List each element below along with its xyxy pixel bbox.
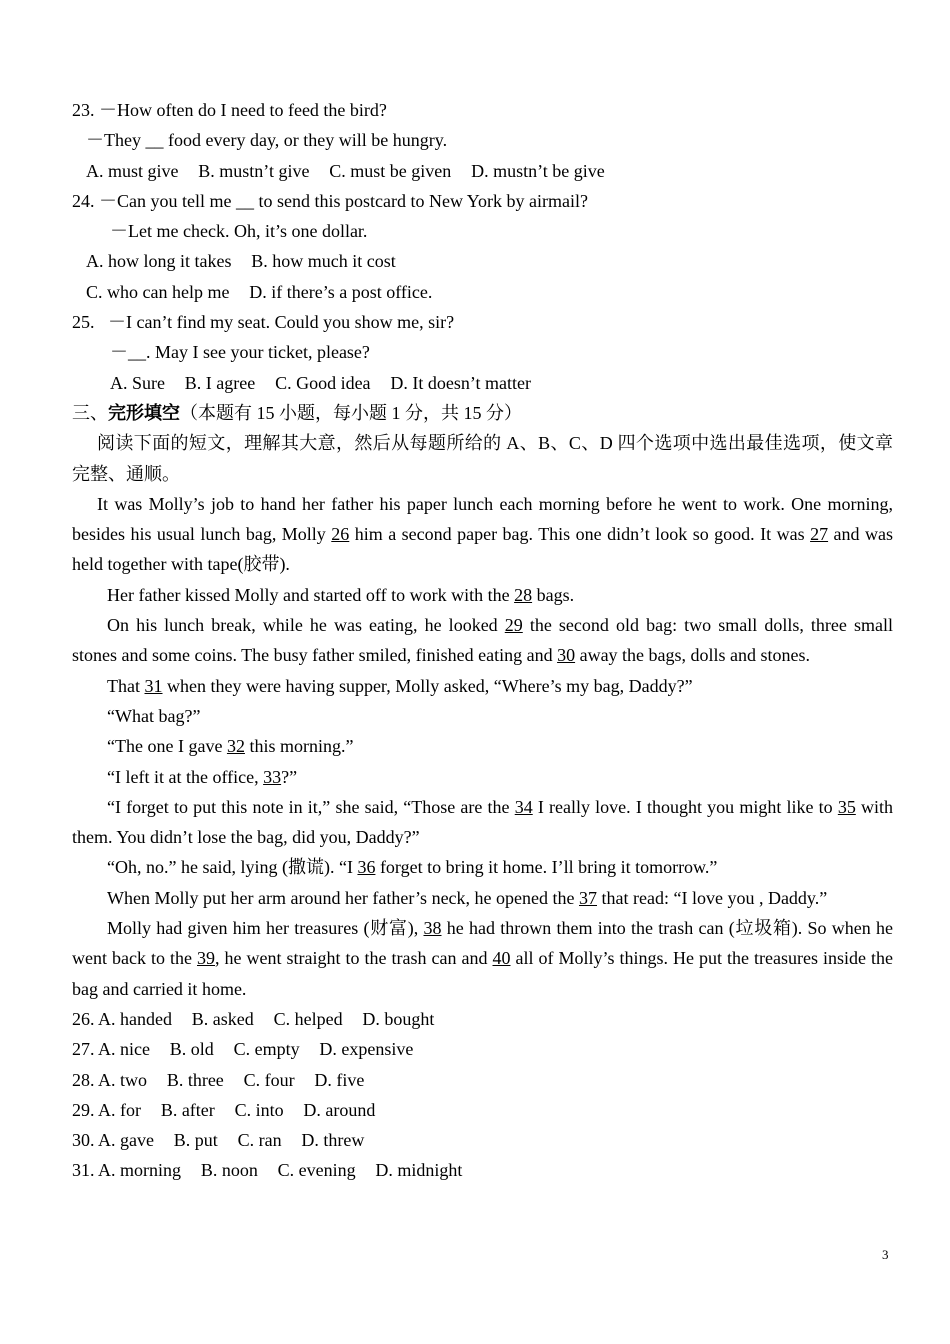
section-instruction: 阅读下面的短文，理解其大意，然后从每题所给的 A、B、C、D 四个选项中选出最佳选项，使文章完整、通顺。 bbox=[72, 433, 893, 484]
blank-31: 31 bbox=[144, 675, 163, 696]
blank-28: 28 bbox=[514, 584, 533, 605]
passage-paragraph-10: When Molly put her arm around her father’s neck, he opened the 37 that read: “I love you , Daddy.” bbox=[107, 887, 828, 908]
section-note: （本题有 15 小题，每小题 1 分，共 15 分） bbox=[180, 402, 522, 423]
q24-option-c: C. who can help me bbox=[86, 281, 230, 302]
q25-options bbox=[72, 368, 893, 398]
answer-row-31: 31. A. morning B. noon C. evening D. midnight bbox=[72, 1160, 463, 1181]
q25-option-b: B. I agree bbox=[184, 372, 256, 393]
blank-33: 33 bbox=[263, 766, 282, 787]
blank-34: 34 bbox=[514, 796, 533, 817]
passage-paragraph-2: Her father kissed Molly and started off to work with the 28 bags. bbox=[107, 584, 575, 605]
blank-26: 26 bbox=[331, 524, 350, 545]
q23-reply: －They __ food every day, or they will be hungry. bbox=[86, 130, 448, 151]
blank-38: 38 bbox=[423, 918, 442, 939]
q23-option-b: B. mustn’t give bbox=[198, 160, 310, 181]
q24-options-row2 bbox=[72, 277, 893, 307]
answer-row-30: 30. A. gave B. put C. ran D. threw bbox=[72, 1130, 365, 1151]
blank-30: 30 bbox=[557, 645, 576, 666]
q23-stem: 23. －How often do I need to feed the bird? bbox=[72, 100, 387, 120]
q24-option-b: B. how much it cost bbox=[251, 251, 396, 272]
q25-option-d: D. It doesn’t matter bbox=[390, 372, 531, 393]
passage-paragraph-5: “What bag?” bbox=[107, 705, 201, 726]
q24-reply: －Let me check. Oh, it’s one dollar. bbox=[110, 221, 368, 242]
q23-blank: __ bbox=[145, 130, 164, 151]
passage-paragraph-8: “I forget to put this note in it,” she said, “Those are the 34 I really love. I thought you might like to 35 with them. You didn’t lose the bag, did you, Daddy?” bbox=[72, 796, 893, 848]
passage-paragraph-1: It was Molly’s job to hand her father his paper lunch each morning before he went to work. One morning, besides his usual lunch bag, Molly 26 him a second paper bag. This one didn’t look so good. It was 27 and was held together with tape(胶带). bbox=[72, 493, 893, 575]
blank-29: 29 bbox=[504, 615, 523, 636]
q24-option-a: A. how long it takes bbox=[86, 251, 232, 272]
q23-option-c: C. must be given bbox=[329, 160, 452, 181]
answer-row-26: 26. A. handed B. asked C. helped D. bought bbox=[72, 1008, 435, 1029]
blank-40: 40 bbox=[492, 948, 511, 969]
blank-36: 36 bbox=[357, 857, 376, 878]
passage-paragraph-3: On his lunch break, while he was eating, he looked 29 the second old bag: two small dolls, three small stones and some coins. The busy father smiled, finished eating and 30 away the bags, dolls and stones. bbox=[72, 615, 893, 666]
passage-paragraph-11: Molly had given him her treasures (财富), 38 he had thrown them into the trash can (垃圾箱). So when he went back to the 39, he went straight to the trash can and 40 all of Molly’s things. He put the treasures inside the bag and carried it home. bbox=[72, 918, 894, 999]
answer-row-27: 27. A. nice B. old C. empty D. expensive bbox=[72, 1039, 414, 1060]
blank-35: 35 bbox=[837, 796, 856, 817]
page-number: 3 bbox=[882, 1247, 889, 1262]
passage-paragraph-4: That 31 when they were having supper, Molly asked, “Where’s my bag, Daddy?” bbox=[107, 675, 693, 696]
answer-row-29: 29. A. for B. after C. into D. around bbox=[72, 1099, 376, 1120]
q23-options bbox=[72, 156, 893, 186]
q25-blank: __ bbox=[128, 342, 146, 363]
q25-option-a: A. Sure bbox=[110, 372, 165, 393]
q25-reply: －__. May I see your ticket, please? bbox=[110, 342, 370, 363]
section-title: 完形填空 bbox=[108, 402, 180, 423]
passage-paragraph-6: “The one I gave 32 this morning.” bbox=[107, 736, 354, 757]
section-heading: 三、完形填空（本题有 15 小题，每小题 1 分，共 15 分） bbox=[72, 402, 522, 423]
blank-39: 39 bbox=[197, 948, 215, 969]
answer-row-28: 28. A. two B. three C. four D. five bbox=[72, 1069, 365, 1090]
q25-option-c: C. Good idea bbox=[275, 372, 371, 393]
passage-paragraph-9: “Oh, no.” he said, lying (撒谎). “I 36 forget to bring it home. I’ll bring it tomorrow.” bbox=[107, 857, 718, 878]
q23-option-d: D. mustn’t be give bbox=[471, 160, 605, 181]
q23-option-a: A. must give bbox=[86, 160, 179, 181]
blank-32: 32 bbox=[226, 736, 245, 757]
exam-page bbox=[72, 95, 893, 1186]
q25-stem: 25. －I can’t find my seat. Could you show me, sir? bbox=[72, 312, 455, 333]
blank-37: 37 bbox=[579, 887, 597, 908]
q24-option-d: D. if there’s a post office. bbox=[249, 281, 433, 302]
q24-stem: 24. －Can you tell me __ to send this postcard to New York by airmail? bbox=[72, 190, 588, 211]
blank-27: 27 bbox=[810, 524, 829, 545]
passage-paragraph-7: “I left it at the office, 33?” bbox=[107, 766, 298, 787]
q24-options-row1 bbox=[72, 246, 893, 276]
q24-blank: __ bbox=[235, 190, 254, 211]
